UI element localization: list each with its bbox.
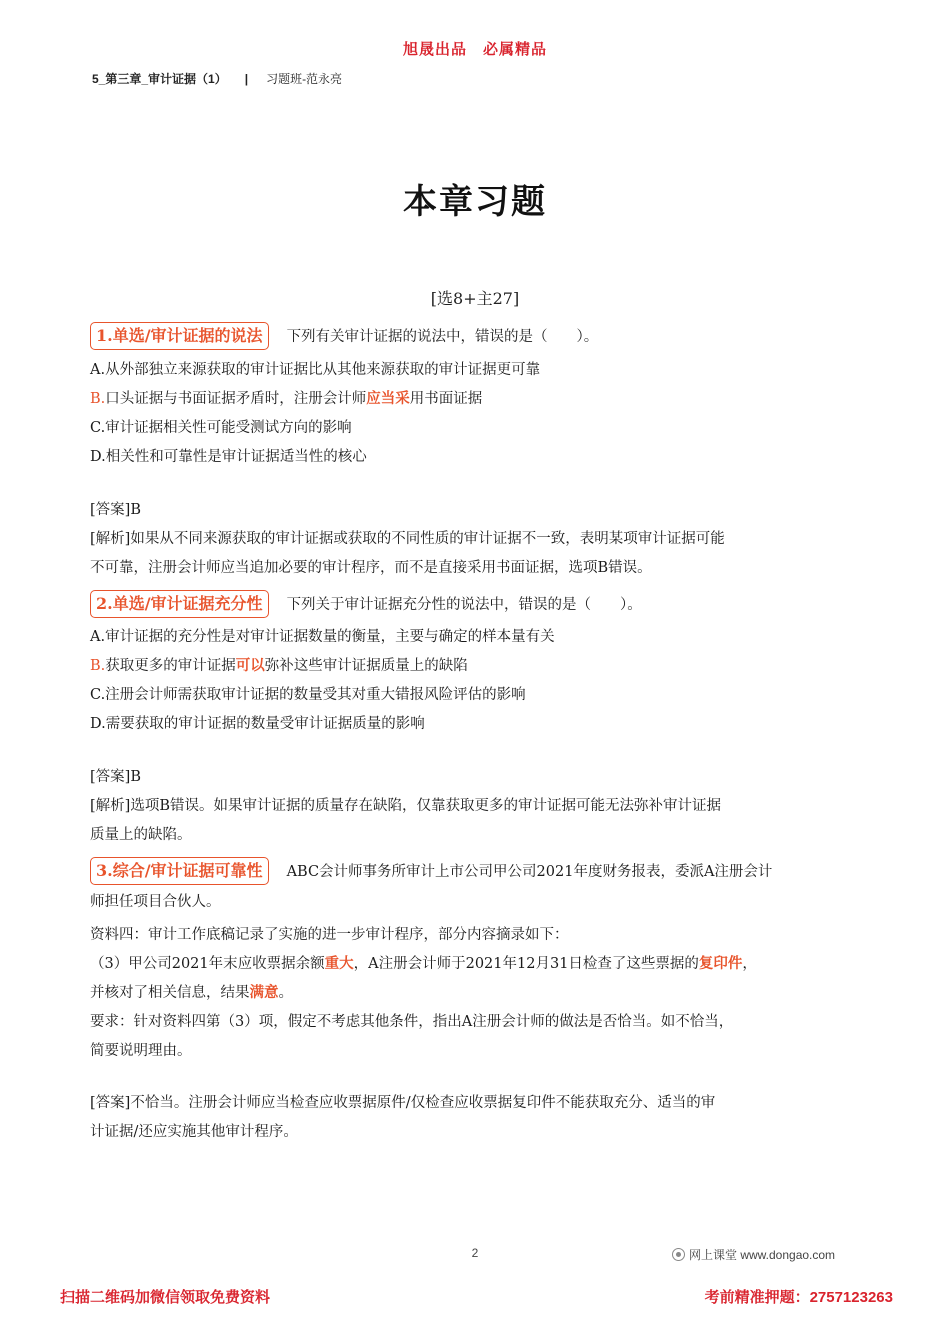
question-1-tag: 1.单选/审计证据的说法 — [90, 322, 269, 350]
q2-analysis-line-2: 质量上的缺陷。 — [90, 827, 192, 843]
top-banner: 旭晟出品 必属精品 — [402, 41, 547, 58]
q2-option-b-text-end: 弥补这些审计证据质量上的缺陷 — [264, 658, 468, 674]
footer-promo-right: 考前精准押题：2757123263 — [704, 1289, 893, 1306]
page-header — [92, 70, 342, 87]
q3-intro-line-2: 师担任项目合伙人。 — [90, 894, 221, 910]
q3-requirement-line-1: 要求：针对资料四第（3）项，假定不考虑其他条件，指出A注册会计师的做法是否恰当。如不恰当， — [90, 1014, 734, 1030]
q3-item-text-a: （3）甲公司2021年末应收票据余额 — [90, 956, 325, 972]
q3-item2-text-a: 并核对了相关信息，结果 — [90, 985, 250, 1001]
q1-option-c: C.审计证据相关性可能受测试方向的影响 — [90, 420, 352, 436]
brand-footer — [672, 1246, 835, 1263]
q3-item-highlight-1: 重大 — [324, 955, 354, 972]
q1-option-b-highlight: 应当采 — [366, 390, 410, 407]
q2-option-b — [90, 656, 468, 676]
q1-option-b-prefix: B. — [90, 391, 106, 407]
q1-option-a: A.从外部独立来源获取的审计证据比从其他来源获取的审计证据更可靠 — [90, 362, 541, 378]
question-2-text: 下列关于审计证据充分性的说法中，错误的是（ ）。 — [286, 597, 642, 613]
q2-option-d: D.需要获取的审计证据的数量受审计证据质量的影响 — [90, 716, 425, 732]
q3-item-line-1 — [90, 954, 757, 974]
q3-material: 资料四：审计工作底稿记录了实施的进一步审计程序，部分内容摘录如下： — [90, 927, 569, 943]
chapter-title: 5_第三章_审计证据（1） — [92, 72, 227, 86]
q1-answer: [答案]B — [90, 502, 141, 518]
q3-answer-line-2: 计证据/还应实施其他审计程序。 — [90, 1124, 298, 1140]
q1-option-b-text: 口头证据与书面证据矛盾时，注册会计师 — [105, 391, 367, 407]
footer-promo-left: 扫描二维码加微信领取免费资料 — [60, 1289, 271, 1306]
q2-answer: [答案]B — [90, 769, 141, 785]
q2-option-b-text: 获取更多的审计证据 — [105, 658, 236, 674]
question-1-text: 下列有关审计证据的说法中，错误的是（ ）。 — [286, 329, 599, 345]
question-2-row — [90, 590, 642, 618]
header-separator: | — [244, 72, 249, 86]
q3-requirement-line-2: 简要说明理由。 — [90, 1043, 192, 1059]
question-3-intro: ABC会计师事务所审计上市公司甲公司2021年度财务报表，委派A注册会计 — [286, 864, 773, 880]
q3-item2-text-b: 。 — [278, 985, 293, 1001]
q1-option-d: D.相关性和可靠性是审计证据适当性的核心 — [90, 449, 367, 465]
q3-item-text-b: ，A注册会计师于2021年12月31日检查了这些票据的 — [353, 956, 699, 972]
q3-item2-highlight: 满意 — [249, 984, 279, 1001]
q1-analysis-line-2: 不可靠，注册会计师应当追加必要的审计程序，而不是直接采用书面证据，选项B错误。 — [90, 560, 652, 576]
question-3-row — [90, 857, 772, 885]
q2-option-c: C.注册会计师需获取审计证据的数量受其对重大错报风险评估的影响 — [90, 687, 526, 703]
question-1-row — [90, 322, 598, 350]
question-2-tag: 2.单选/审计证据充分性 — [90, 590, 269, 618]
page-number: 2 — [471, 1246, 479, 1260]
q3-answer-line-1: [答案]不恰当。注册会计师应当检查应收票据原件/仅检查应收票据复印件不能获取充分、适当的审 — [90, 1095, 716, 1111]
page-subtitle: [选8+主27] — [430, 289, 520, 308]
q3-item-line-2 — [90, 983, 293, 1003]
brand-text: 网上课堂 www.dongao.com — [689, 1248, 836, 1262]
q2-option-a: A.审计证据的充分性是对审计证据数量的衡量，主要与确定的样本量有关 — [90, 629, 555, 645]
q1-option-b-text-end: 用书面证据 — [409, 391, 483, 407]
q1-option-b — [90, 389, 482, 409]
q2-option-b-highlight: 可以 — [235, 657, 265, 674]
course-name: 习题班-范永亮 — [266, 72, 343, 86]
q2-option-b-prefix: B. — [90, 658, 106, 674]
question-3-tag: 3.综合/审计证据可靠性 — [90, 857, 269, 885]
brand-logo-icon — [672, 1248, 685, 1261]
q3-item-text-c: ， — [742, 956, 757, 972]
q3-item-highlight-2: 复印件 — [698, 955, 743, 972]
q2-analysis-line-1: [解析]选项B错误。如果审计证据的质量存在缺陷，仅靠获取更多的审计证据可能无法弥补审计证据 — [90, 798, 721, 814]
q1-analysis-line-1: [解析]如果从不同来源获取的审计证据或获取的不同性质的审计证据不一致，表明某项审计证据可能 — [90, 531, 725, 547]
page-title: 本章习题 — [403, 182, 547, 222]
